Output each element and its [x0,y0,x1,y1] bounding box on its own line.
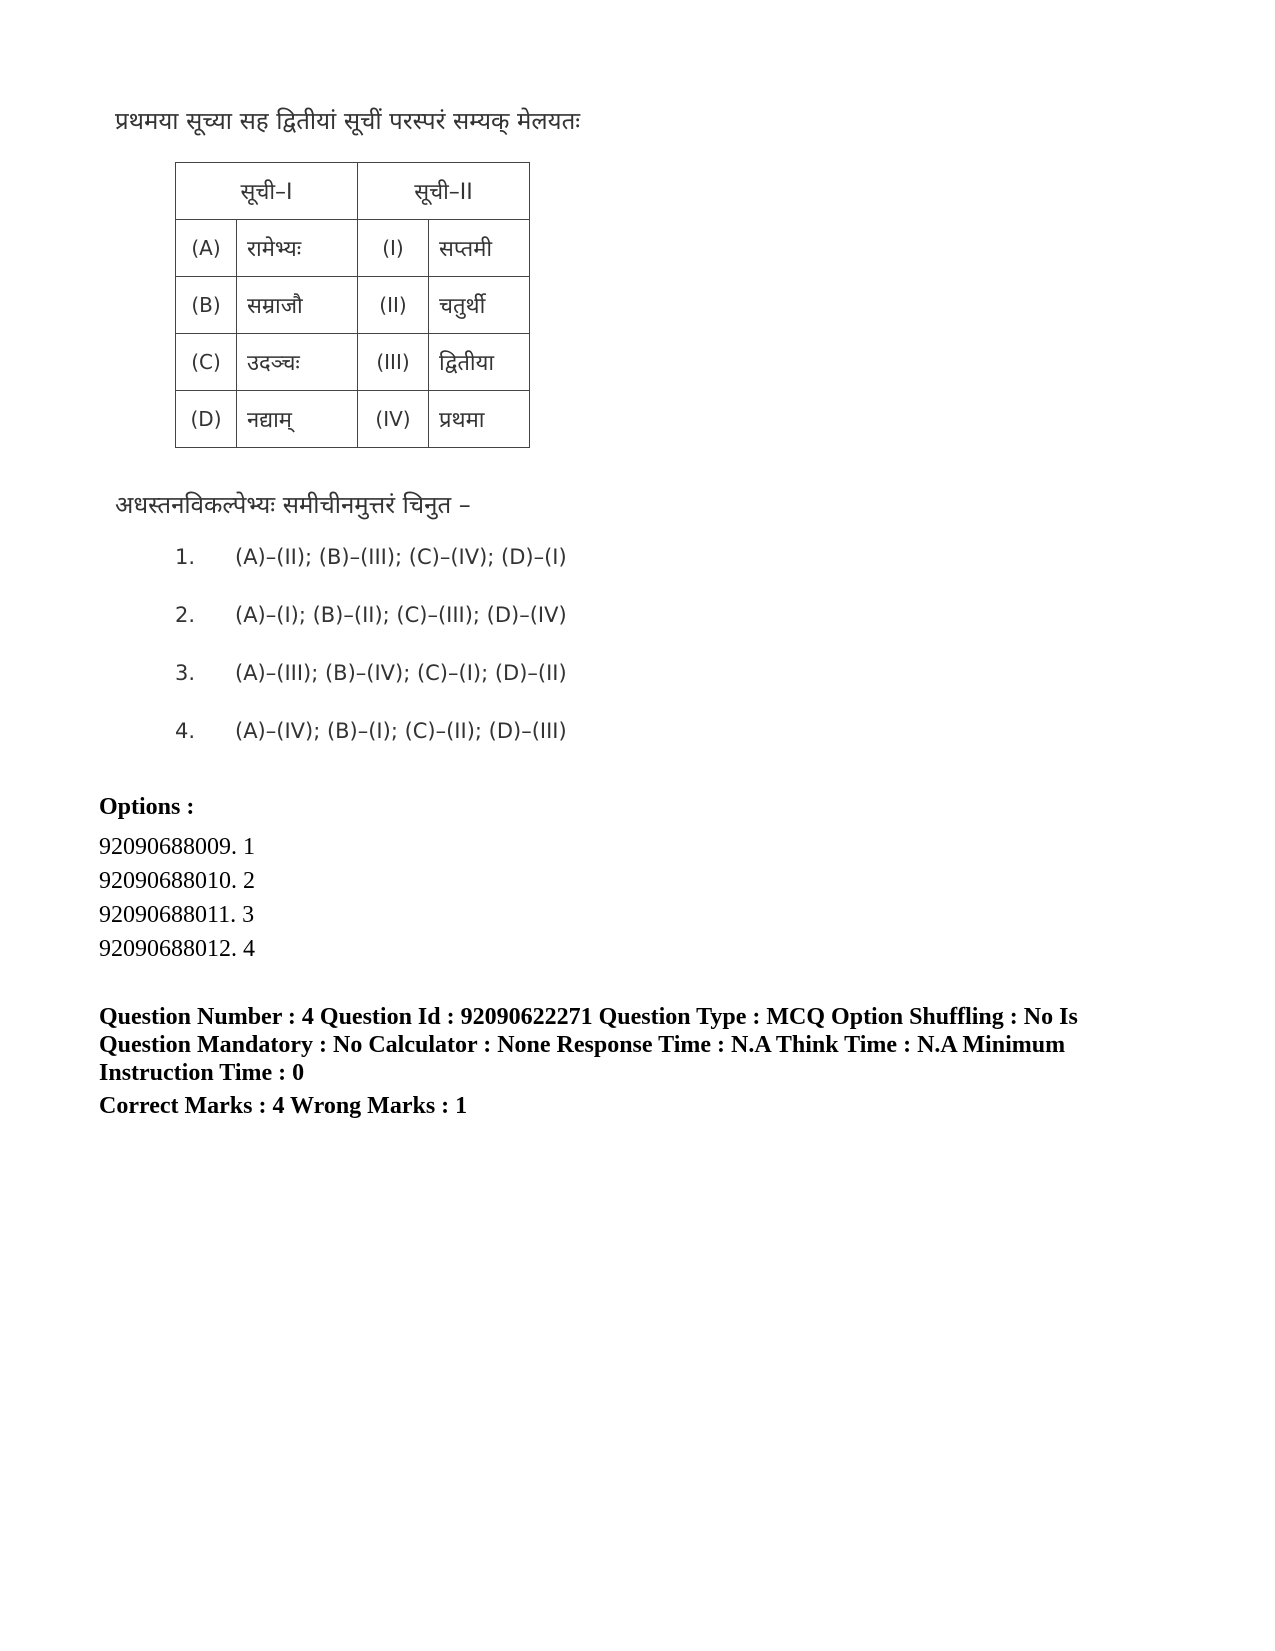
choice-text: (A)–(IV); (B)–(I); (C)–(II); (D)–(III) [235,719,567,743]
row-label: (B) [176,277,237,334]
choice-number: 3. [175,661,196,685]
row-label: (II) [358,277,429,334]
match-table [175,162,530,448]
option-item: 92090688011. 3 [99,902,255,928]
question-marks: Correct Marks : 4 Wrong Marks : 1 [99,1093,468,1119]
row-label: (III) [358,334,429,391]
row-label: (I) [358,220,429,277]
row-label: (C) [176,334,237,391]
list-1-header: सूची–I [176,163,358,220]
option-item: 92090688012. 4 [99,936,255,962]
question-instruction: प्रथमया सूच्या सह द्वितीयां सूचीं परस्परं सम्यक् मेलयतः [115,107,581,135]
answer-choices [175,545,567,777]
choice-text: (A)–(I); (B)–(II); (C)–(III); (D)–(IV) [235,603,567,627]
match-row [176,334,530,391]
options-list [99,830,255,966]
choice-number: 4. [175,719,196,743]
row-item: द्वितीया [429,334,530,391]
choice-text: (A)–(II); (B)–(III); (C)–(IV); (D)–(I) [235,545,567,569]
row-item: नद्याम् [237,391,358,448]
option-item: 92090688009. 1 [99,834,255,860]
row-item: चतुर्थी [429,277,530,334]
answer-choice [175,545,567,603]
list-2-header: सूची–II [358,163,530,220]
row-item: सम्राजौ [237,277,358,334]
option-item: 92090688010. 2 [99,868,255,894]
match-row [176,220,530,277]
answer-choice [175,661,567,719]
answer-choice [175,719,567,777]
answer-choice [175,603,567,661]
match-table-header [176,163,530,220]
choice-number: 1. [175,545,196,569]
row-item: रामेभ्यः [237,220,358,277]
row-label: (A) [176,220,237,277]
row-item: प्रथमा [429,391,530,448]
options-heading: Options : [99,794,195,820]
choice-number: 2. [175,603,196,627]
row-item: उदञ्चः [237,334,358,391]
row-item: सप्तमी [429,220,530,277]
choose-prompt: अधस्तनविकल्पेभ्यः समीचीनमुत्तरं चिनुत – [115,491,471,519]
question-meta: Question Number : 4 Question Id : 92090622271 Question Type : MCQ Option Shuffling : No Is Question Mandatory : No Calculator : None Response Time : N.A Think Time : N.A Minimum Instruction Time : 0 [99,1004,1078,1086]
row-label: (IV) [358,391,429,448]
row-label: (D) [176,391,237,448]
match-row [176,277,530,334]
choice-text: (A)–(III); (B)–(IV); (C)–(I); (D)–(II) [235,661,567,685]
match-row [176,391,530,448]
